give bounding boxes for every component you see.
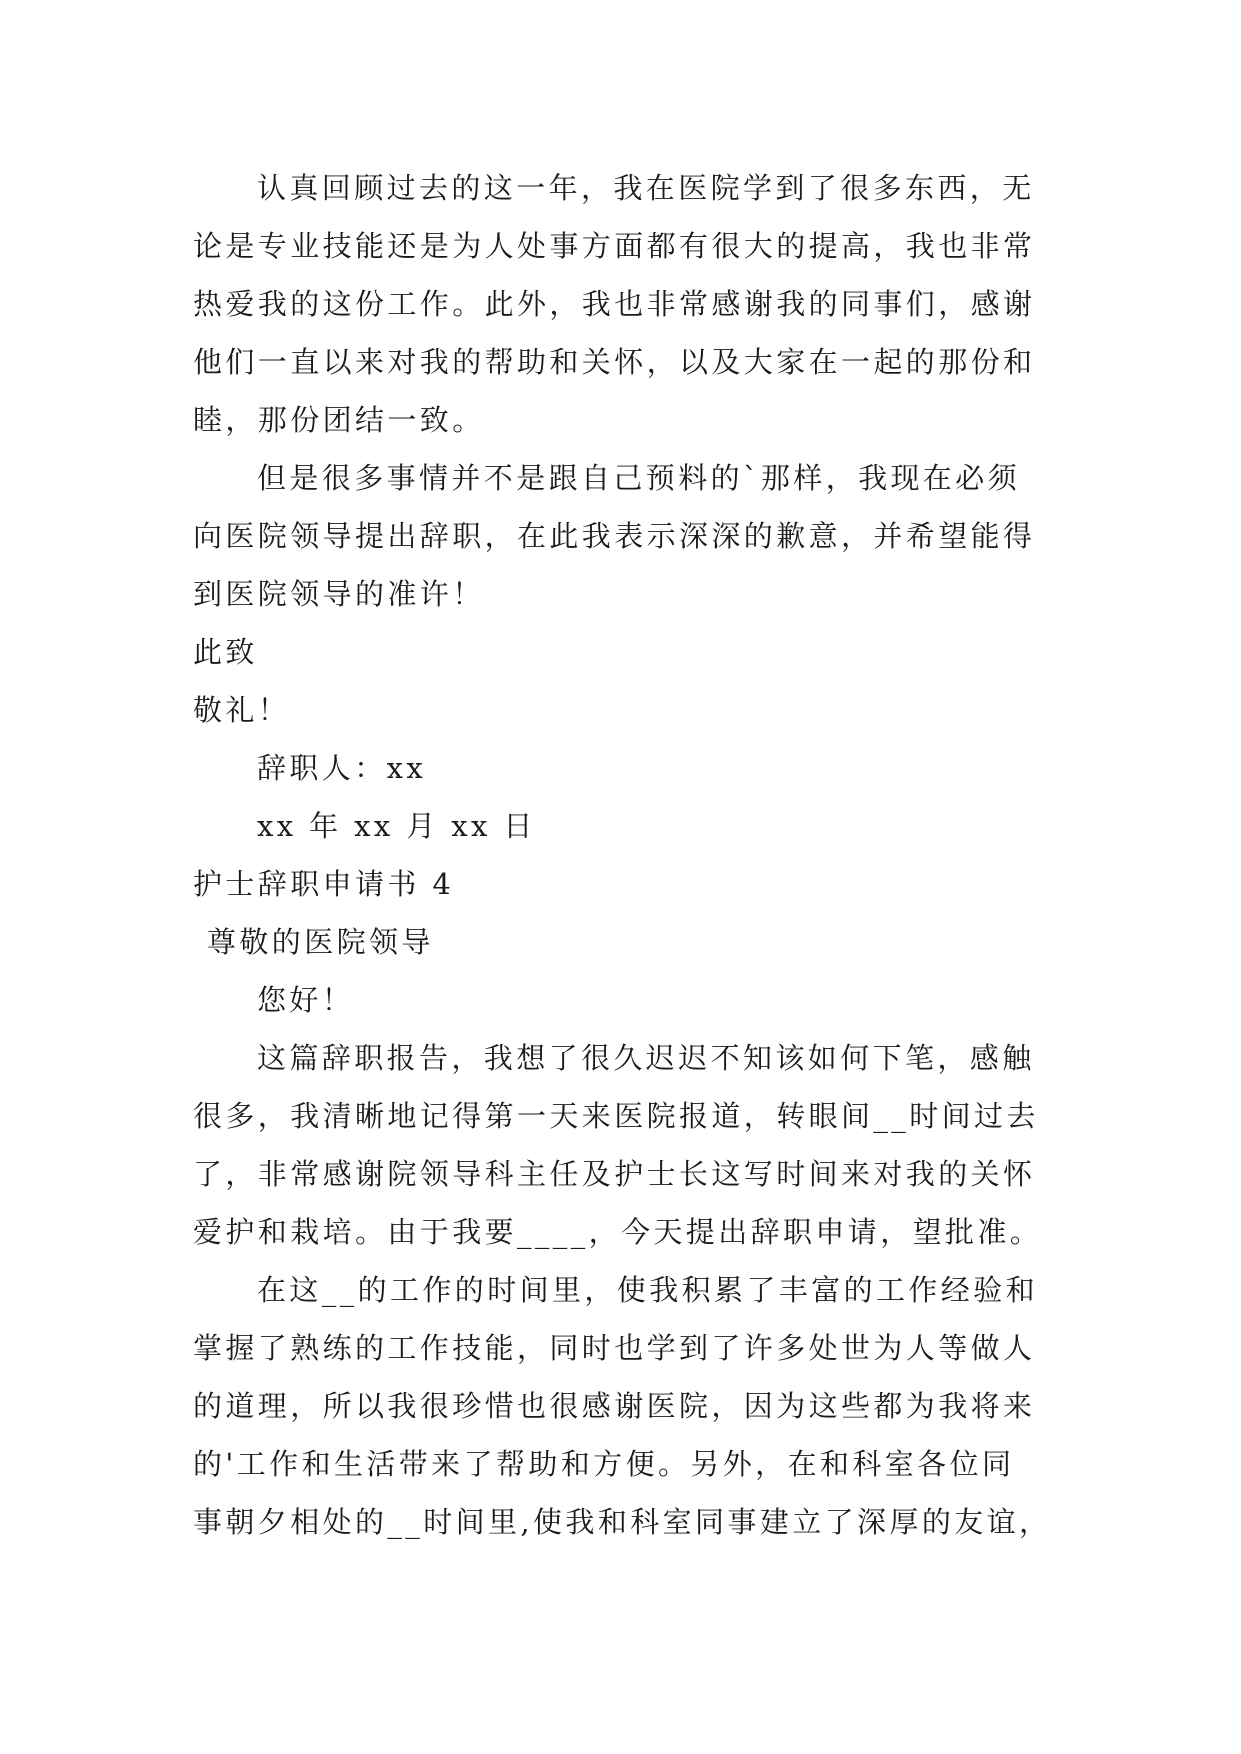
signer-line: 辞职人：xx [257, 751, 427, 785]
salutation-jing-li: 敬礼！ [193, 693, 291, 727]
letter-2-paragraph-2-line-3: 的道理，所以我很珍惜也很感谢医院，因为这些都为我将来 [193, 1389, 1036, 1423]
letter-2-paragraph-2-line-1: 在这__的工作的时间里，使我积累了丰富的工作经验和 [257, 1273, 1039, 1307]
paragraph-1-line-5: 睦，那份团结一致。 [193, 403, 485, 437]
paragraph-2-line-1: 但是很多事情并不是跟自己预料的`那样，我现在必须 [257, 461, 1021, 495]
paragraph-1-line-2: 论是专业技能还是为人处事方面都有很大的提高，我也非常 [193, 229, 1036, 263]
letter-2-paragraph-1-line-2: 很多，我清晰地记得第一天来医院报道，转眼间__时间过去 [193, 1099, 1039, 1133]
date-line: xx 年 xx 月 xx 日 [257, 809, 536, 843]
paragraph-1-line-3: 热爱我的这份工作。此外，我也非常感谢我的同事们，感谢 [193, 287, 1036, 321]
paragraph-1-line-4: 他们一直以来对我的帮助和关怀，以及大家在一起的那份和 [193, 345, 1036, 379]
letter-2-greeting: 您好！ [257, 983, 355, 1017]
paragraph-2-line-2: 向医院领导提出辞职，在此我表示深深的歉意，并希望能得 [193, 519, 1036, 553]
letter-2-paragraph-1-line-4: 爱护和栽培。由于我要____，今天提出辞职申请，望批准。 [193, 1215, 1043, 1249]
paragraph-2-line-3: 到医院领导的准许！ [193, 577, 485, 611]
letter-2-recipient: 尊敬的医院领导 [207, 925, 434, 959]
letter-2-paragraph-1-line-1: 这篇辞职报告，我想了很久迟迟不知该如何下笔，感触 [257, 1041, 1035, 1075]
section-title: 护士辞职申请书 4 [193, 867, 455, 901]
salutation-ci-zhi: 此致 [193, 635, 258, 669]
letter-2-paragraph-1-line-3: 了，非常感谢院领导科主任及护士长这写时间来对我的关怀 [193, 1157, 1036, 1191]
letter-2-paragraph-2-line-5: 事朝夕相处的__时间里,使我和科室同事建立了深厚的友谊， [193, 1505, 1052, 1539]
letter-2-paragraph-2-line-2: 掌握了熟练的工作技能，同时也学到了许多处世为人等做人 [193, 1331, 1036, 1365]
letter-2-paragraph-2-line-4: 的'工作和生活带来了帮助和方便。另外，在和科室各位同 [193, 1447, 1015, 1481]
paragraph-1-line-1: 认真回顾过去的这一年，我在医院学到了很多东西，无 [257, 171, 1035, 205]
